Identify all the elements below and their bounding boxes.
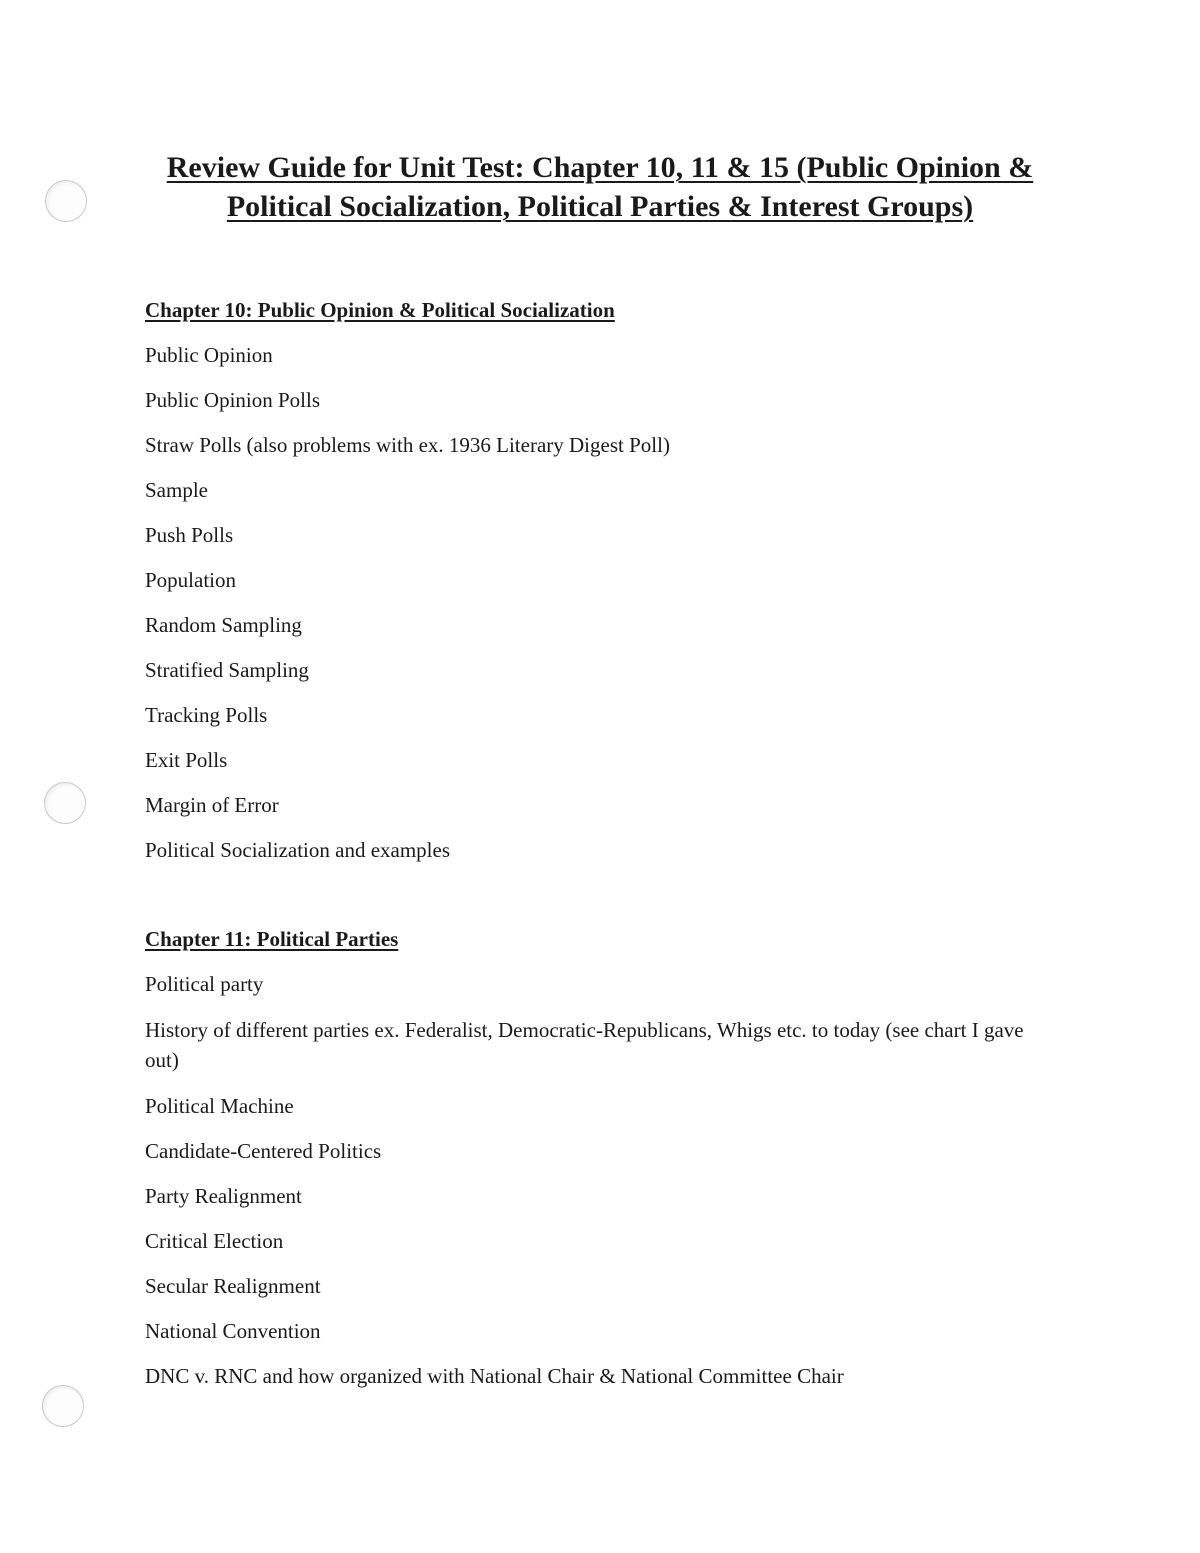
binder-hole-bottom xyxy=(42,1385,84,1427)
list-item: DNC v. RNC and how organized with National Chair & National Committee Chair xyxy=(145,1364,844,1388)
list-item: Critical Election xyxy=(145,1229,284,1253)
list-item: Party Realignment xyxy=(145,1184,302,1208)
list-item: Straw Polls (also problems with ex. 1936 Literary Digest Poll) xyxy=(145,433,670,457)
binder-hole-top xyxy=(45,180,87,222)
list-item: Secular Realignment xyxy=(145,1274,321,1298)
list-item: Exit Polls xyxy=(145,748,228,772)
list-item: History of different parties ex. Federalist, Democratic-Republicans, Whigs etc. to today (see chart I gave out) xyxy=(145,1018,1024,1072)
list-item: Push Polls xyxy=(145,523,234,547)
list-item: Random Sampling xyxy=(145,613,302,637)
list-item: Margin of Error xyxy=(145,793,279,817)
page-title xyxy=(120,148,1080,226)
section-heading: Chapter 11: Political Parties xyxy=(145,927,399,951)
list-item: Candidate-Centered Politics xyxy=(145,1139,382,1163)
list-item: Political Machine xyxy=(145,1094,294,1118)
list-item: Public Opinion Polls xyxy=(145,388,321,412)
list-item: Tracking Polls xyxy=(145,703,268,727)
list-item: Political Socialization and examples xyxy=(145,838,451,862)
binder-hole-middle xyxy=(44,782,86,824)
list-item: Political party xyxy=(145,972,264,996)
list-item: Public Opinion xyxy=(145,343,273,367)
list-item: Population xyxy=(145,568,237,592)
section-chapter-11 xyxy=(145,925,1025,1407)
list-item: National Convention xyxy=(145,1319,321,1343)
list-item: Sample xyxy=(145,478,208,502)
section-chapter-10 xyxy=(145,296,1025,881)
title-line-1: Review Guide for Unit Test: Chapter 10, 11 & 15 (Public Opinion & xyxy=(166,151,1034,184)
title-line-2: Political Socialization, Political Parties & Interest Groups) xyxy=(226,190,974,223)
section-heading: Chapter 10: Public Opinion & Political Socialization xyxy=(145,298,615,322)
list-item: Stratified Sampling xyxy=(145,658,309,682)
